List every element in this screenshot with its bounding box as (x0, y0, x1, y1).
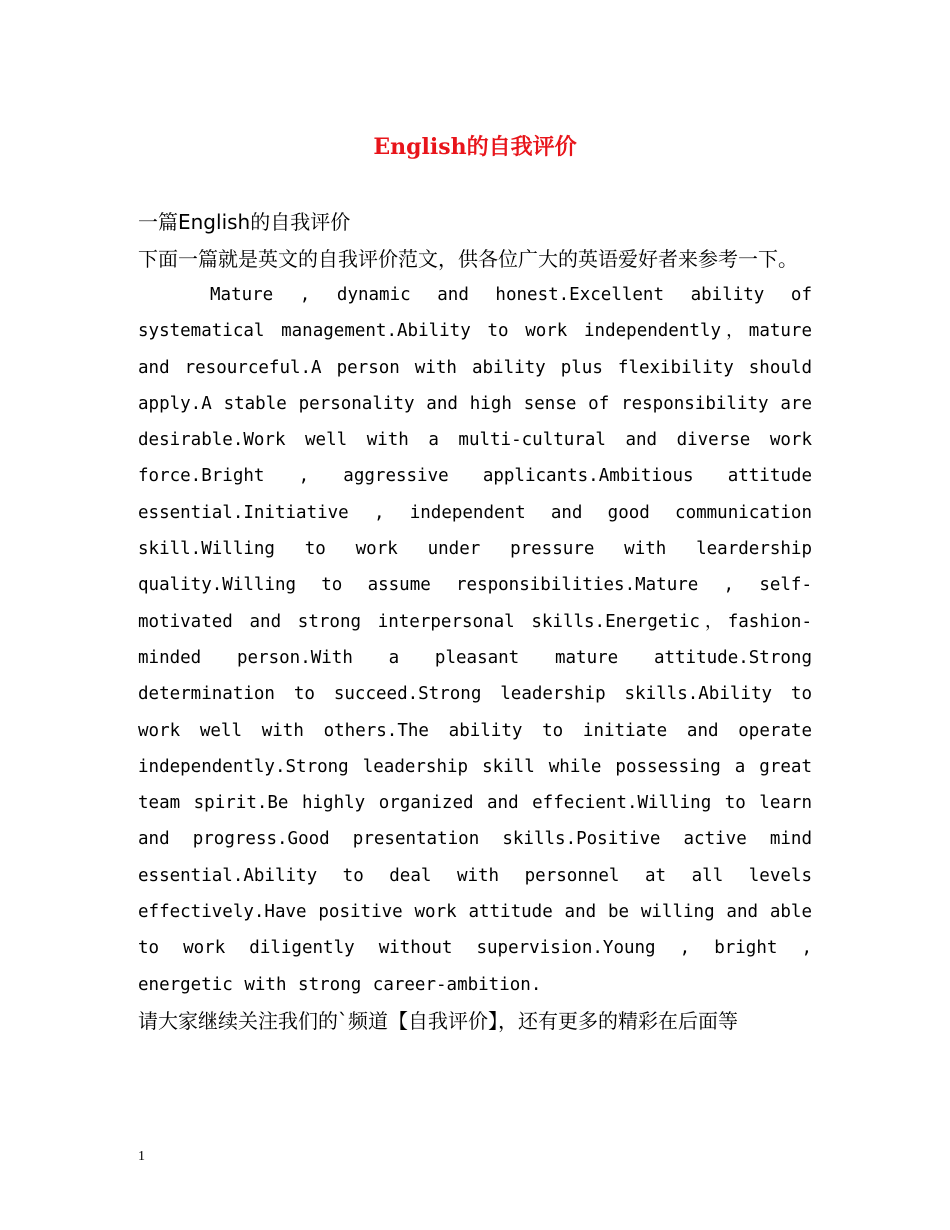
page-number: 1 (138, 1149, 145, 1164)
closing-paragraph: 请大家继续关注我们的`频道【自我评价】，还有更多的精彩在后面等 (138, 1008, 738, 1033)
document-title: English的自我评价 (373, 134, 577, 160)
document-subtitle: 一篇English的自我评价 (138, 210, 351, 234)
document-content (138, 204, 812, 1039)
intro-paragraph: 下面一篇就是英文的自我评价范文，供各位广大的英语爱好者来参考一下。 (138, 246, 798, 271)
body-paragraph: Mature , dynamic and honest.Excellent ability of systematical management.Ability to work independently，mature and resourceful.A person with ability plus flexibility should apply.A stable personality and high sense of responsibility are desirable.Work well with a multi-cultural and diverse work force.Bright , aggressive applicants.Ambitious attitude essential.Initiative , independent and good communication skill.Willing to work under pressure with leardership quality.Willing to assume responsibilities.Mature , self-motivated and strong interpersonal skills.Energetic，fashion-minded person.With a pleasant mature attitude.Strong determination to succeed.Strong leadership skills.Ability to work well with others.The ability to initiate and operate independently.Strong leadership skill while possessing a great team spirit.Be highly organized and effecient.Willing to learn and progress.Good presentation skills.Positive active mind essential.Ability to deal with personnel at all levels effectively.Have positive work attitude and be willing and able to work diligently without supervision.Young , bright , energetic with strong career-ambition. (138, 285, 812, 995)
